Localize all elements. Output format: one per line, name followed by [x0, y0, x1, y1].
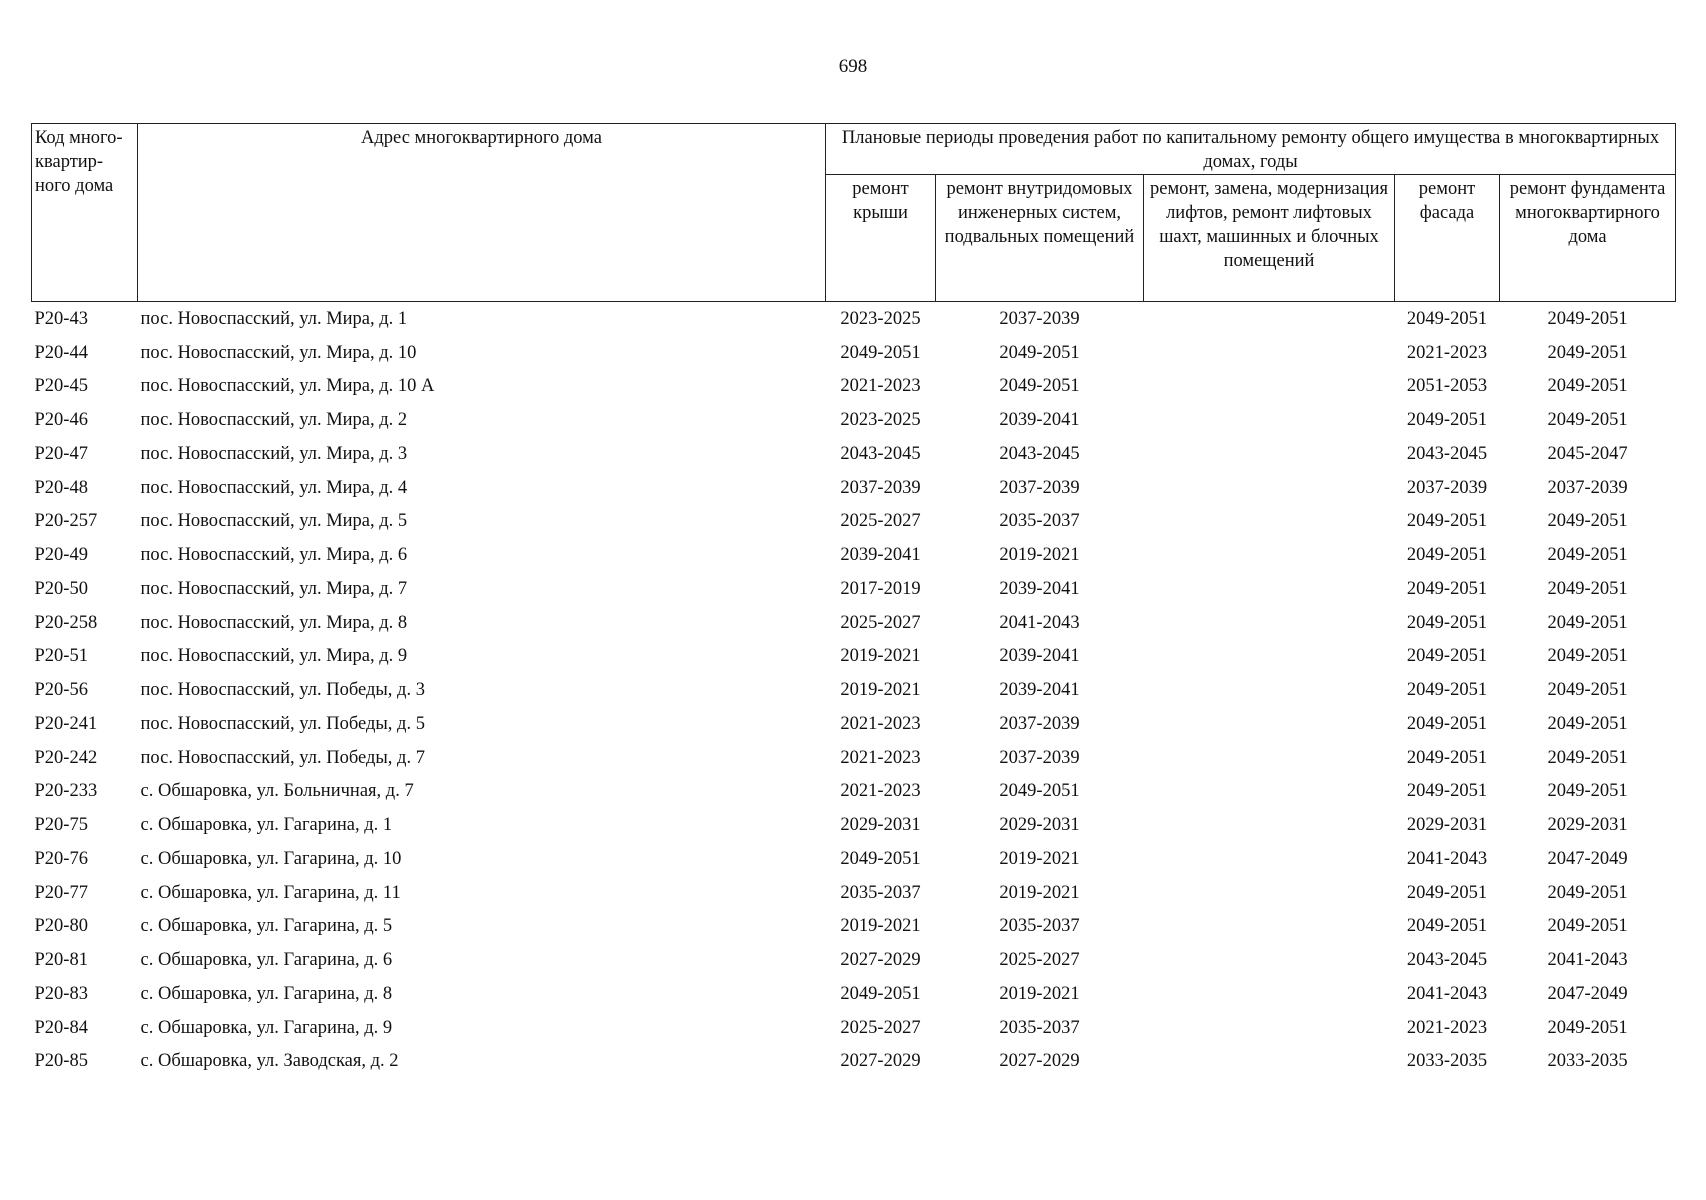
roof-period-cell: 2043-2045: [840, 443, 921, 464]
house-code-cell: Р20-81: [34, 950, 88, 971]
facade-period-cell: 2049-2051: [1406, 410, 1488, 431]
foundation-period-cell: 2045-2047: [1547, 443, 1628, 464]
table-row: [32, 910, 1676, 944]
facade-period-cell: 2041-2043: [1406, 983, 1488, 1004]
roof-period-cell: 2021-2023: [840, 747, 921, 768]
roof-period-cell: 2019-2021: [840, 680, 921, 701]
house-code-cell: Р20-77: [34, 882, 88, 903]
elevators-period-cell: [1144, 471, 1395, 505]
house-code-cell: Р20-51: [34, 646, 88, 667]
systems-period-cell: 2037-2039: [999, 308, 1080, 329]
address-cell: с. Обшаровка, ул. Гагарина, д. 8: [140, 983, 393, 1004]
facade-period-cell: 2049-2051: [1406, 882, 1488, 903]
address-cell: пос. Новоспасский, ул. Мира, д. 8: [140, 612, 408, 633]
address-cell: пос. Новоспасский, ул. Мира, д. 3: [140, 443, 408, 464]
systems-period-cell: 2035-2037: [999, 511, 1080, 532]
house-code-cell: Р20-46: [34, 410, 88, 431]
house-code-cell: Р20-242: [34, 747, 98, 768]
roof-period-cell: 2025-2027: [840, 511, 921, 532]
house-code-cell: Р20-47: [34, 443, 88, 464]
foundation-period-cell: 2049-2051: [1547, 916, 1628, 937]
facade-period-cell: 2049-2051: [1406, 578, 1488, 599]
facade-period-cell: 2049-2051: [1406, 545, 1488, 566]
facade-period-cell: 2037-2039: [1406, 477, 1488, 498]
systems-period-cell: 2039-2041: [999, 646, 1080, 667]
address-cell: с. Обшаровка, ул. Больничная, д. 7: [140, 781, 414, 802]
systems-period-cell: 2019-2021: [999, 545, 1080, 566]
elevators-period-cell: [1144, 775, 1395, 809]
address-cell: с. Обшаровка, ул. Гагарина, д. 9: [140, 1017, 393, 1038]
header-foundation: ремонт фундамента многоквартирного дома: [1500, 175, 1676, 302]
foundation-period-cell: 2037-2039: [1547, 477, 1628, 498]
facade-period-cell: 2049-2051: [1406, 916, 1488, 937]
address-cell: пос. Новоспасский, ул. Мира, д. 1: [140, 308, 408, 329]
address-cell: пос. Новоспасский, ул. Мира, д. 4: [140, 477, 408, 498]
house-code-cell: Р20-85: [34, 1051, 88, 1072]
elevators-period-cell: [1144, 808, 1395, 842]
house-code-cell: Р20-233: [34, 781, 98, 802]
house-code-cell: Р20-83: [34, 983, 88, 1004]
address-cell: пос. Новоспасский, ул. Мира, д. 6: [140, 545, 408, 566]
foundation-period-cell: 2029-2031: [1547, 815, 1628, 836]
table-row: [32, 640, 1676, 674]
foundation-period-cell: 2049-2051: [1547, 511, 1628, 532]
elevators-period-cell: [1144, 1045, 1395, 1079]
address-cell: пос. Новоспасский, ул. Мира, д. 10 А: [140, 376, 435, 397]
foundation-period-cell: 2049-2051: [1547, 612, 1628, 633]
house-code-cell: Р20-258: [34, 612, 98, 633]
house-code-cell: Р20-50: [34, 578, 88, 599]
elevators-period-cell: [1144, 842, 1395, 876]
systems-period-cell: 2049-2051: [999, 781, 1080, 802]
house-code-cell: Р20-45: [34, 376, 88, 397]
address-cell: пос. Новоспасский, ул. Мира, д. 10: [140, 342, 417, 363]
address-cell: с. Обшаровка, ул. Гагарина, д. 6: [140, 950, 393, 971]
systems-period-cell: 2027-2029: [999, 1051, 1080, 1072]
table-row: [32, 471, 1676, 505]
page-number: 698: [838, 56, 868, 77]
foundation-period-cell: 2033-2035: [1547, 1051, 1628, 1072]
elevators-period-cell: [1144, 336, 1395, 370]
header-roof: ремонт крыши: [826, 175, 936, 302]
header-address: Адрес многоквартирного дома: [138, 124, 826, 302]
table-row: [32, 741, 1676, 775]
systems-period-cell: 2049-2051: [999, 342, 1080, 363]
foundation-period-cell: 2049-2051: [1547, 376, 1628, 397]
table-row: [32, 1045, 1676, 1079]
address-cell: с. Обшаровка, ул. Гагарина, д. 10: [140, 848, 402, 869]
roof-period-cell: 2027-2029: [840, 950, 921, 971]
table-row: [32, 876, 1676, 910]
house-code-cell: Р20-49: [34, 545, 88, 566]
foundation-period-cell: 2047-2049: [1547, 848, 1628, 869]
roof-period-cell: 2037-2039: [840, 477, 921, 498]
foundation-period-cell: 2049-2051: [1547, 680, 1628, 701]
facade-period-cell: 2041-2043: [1406, 848, 1488, 869]
systems-period-cell: 2041-2043: [999, 612, 1080, 633]
roof-period-cell: 2029-2031: [840, 815, 921, 836]
address-cell: с. Обшаровка, ул. Гагарина, д. 1: [140, 815, 393, 836]
systems-period-cell: 2039-2041: [999, 410, 1080, 431]
foundation-period-cell: 2049-2051: [1547, 578, 1628, 599]
elevators-period-cell: [1144, 707, 1395, 741]
table-row: [32, 707, 1676, 741]
systems-period-cell: 2019-2021: [999, 983, 1080, 1004]
elevators-period-cell: [1144, 437, 1395, 471]
address-cell: пос. Новоспасский, ул. Мира, д. 2: [140, 410, 408, 431]
facade-period-cell: 2021-2023: [1406, 342, 1488, 363]
foundation-period-cell: 2049-2051: [1547, 882, 1628, 903]
table-row: [32, 842, 1676, 876]
elevators-period-cell: [1144, 741, 1395, 775]
table-row: [32, 808, 1676, 842]
elevators-period-cell: [1144, 572, 1395, 606]
table-row: [32, 775, 1676, 809]
roof-period-cell: 2021-2023: [840, 376, 921, 397]
foundation-period-cell: 2049-2051: [1547, 308, 1628, 329]
table-row: [32, 505, 1676, 539]
address-cell: с. Обшаровка, ул. Гагарина, д. 5: [140, 916, 393, 937]
systems-period-cell: 2037-2039: [999, 477, 1080, 498]
elevators-period-cell: [1144, 1011, 1395, 1045]
house-code-cell: Р20-257: [34, 511, 98, 532]
systems-period-cell: 2019-2021: [999, 882, 1080, 903]
elevators-period-cell: [1144, 538, 1395, 572]
roof-period-cell: 2017-2019: [840, 578, 921, 599]
table-row: [32, 437, 1676, 471]
elevators-period-cell: [1144, 640, 1395, 674]
house-code-cell: Р20-75: [34, 815, 88, 836]
address-cell: пос. Новоспасский, ул. Победы, д. 5: [140, 713, 425, 734]
facade-period-cell: 2051-2053: [1406, 376, 1488, 397]
roof-period-cell: 2025-2027: [840, 612, 921, 633]
elevators-period-cell: [1144, 943, 1395, 977]
address-cell: пос. Новоспасский, ул. Мира, д. 7: [140, 578, 408, 599]
elevators-period-cell: [1144, 505, 1395, 539]
address-cell: с. Обшаровка, ул. Заводская, д. 2: [140, 1051, 399, 1072]
foundation-period-cell: 2049-2051: [1547, 747, 1628, 768]
facade-period-cell: 2049-2051: [1406, 308, 1488, 329]
elevators-period-cell: [1144, 370, 1395, 404]
table-row: [32, 977, 1676, 1011]
systems-period-cell: 2037-2039: [999, 747, 1080, 768]
address-cell: с. Обшаровка, ул. Гагарина, д. 11: [140, 882, 401, 903]
facade-period-cell: 2049-2051: [1406, 680, 1488, 701]
facade-period-cell: 2043-2045: [1406, 443, 1488, 464]
systems-period-cell: 2043-2045: [999, 443, 1080, 464]
table-header: [32, 124, 1676, 302]
facade-period-cell: 2049-2051: [1406, 747, 1488, 768]
systems-period-cell: 2039-2041: [999, 578, 1080, 599]
roof-period-cell: 2021-2023: [840, 713, 921, 734]
elevators-period-cell: [1144, 977, 1395, 1011]
systems-period-cell: 2035-2037: [999, 1017, 1080, 1038]
header-elevators: ремонт, замена, модернизация лифтов, ремонт лифтовых шахт, машинных и блочных помещений: [1144, 175, 1395, 302]
foundation-period-cell: 2041-2043: [1547, 950, 1628, 971]
table-row: [32, 1011, 1676, 1045]
house-code-cell: Р20-56: [34, 680, 88, 701]
systems-period-cell: 2019-2021: [999, 848, 1080, 869]
roof-period-cell: 2019-2021: [840, 646, 921, 667]
table-row: [32, 538, 1676, 572]
facade-period-cell: 2033-2035: [1406, 1051, 1488, 1072]
elevators-period-cell: [1144, 876, 1395, 910]
table-row: [32, 336, 1676, 370]
table-row: [32, 572, 1676, 606]
house-code-cell: Р20-43: [34, 308, 88, 329]
facade-period-cell: 2049-2051: [1406, 646, 1488, 667]
roof-period-cell: 2039-2041: [840, 545, 921, 566]
table-row: [32, 302, 1676, 336]
elevators-period-cell: [1144, 302, 1395, 336]
facade-period-cell: 2049-2051: [1406, 511, 1488, 532]
roof-period-cell: 2019-2021: [840, 916, 921, 937]
foundation-period-cell: 2049-2051: [1547, 342, 1628, 363]
header-code: Код много-квартир-ного дома: [32, 124, 138, 302]
facade-period-cell: 2043-2045: [1406, 950, 1488, 971]
roof-period-cell: 2049-2051: [840, 342, 921, 363]
systems-period-cell: 2029-2031: [999, 815, 1080, 836]
foundation-period-cell: 2049-2051: [1547, 1017, 1628, 1038]
systems-period-cell: 2039-2041: [999, 680, 1080, 701]
house-code-cell: Р20-48: [34, 477, 88, 498]
table-row: [32, 943, 1676, 977]
systems-period-cell: 2049-2051: [999, 376, 1080, 397]
elevators-period-cell: [1144, 673, 1395, 707]
header-systems: ремонт внутридомовых инженерных систем, подвальных помещений: [936, 175, 1144, 302]
roof-period-cell: 2035-2037: [840, 882, 921, 903]
roof-period-cell: 2023-2025: [840, 308, 921, 329]
elevators-period-cell: [1144, 910, 1395, 944]
roof-period-cell: 2049-2051: [840, 848, 921, 869]
house-code-cell: Р20-76: [34, 848, 88, 869]
address-cell: пос. Новоспасский, ул. Победы, д. 3: [140, 680, 425, 701]
roof-period-cell: 2025-2027: [840, 1017, 921, 1038]
table-body: [32, 302, 1676, 1079]
roof-period-cell: 2021-2023: [840, 781, 921, 802]
foundation-period-cell: 2049-2051: [1547, 410, 1628, 431]
facade-period-cell: 2049-2051: [1406, 612, 1488, 633]
address-cell: пос. Новоспасский, ул. Мира, д. 9: [140, 646, 408, 667]
systems-period-cell: 2035-2037: [999, 916, 1080, 937]
elevators-period-cell: [1144, 403, 1395, 437]
foundation-period-cell: 2049-2051: [1547, 545, 1628, 566]
table-row: [32, 606, 1676, 640]
systems-period-cell: 2025-2027: [999, 950, 1080, 971]
roof-period-cell: 2049-2051: [840, 983, 921, 1004]
house-code-cell: Р20-80: [34, 916, 88, 937]
systems-period-cell: 2037-2039: [999, 713, 1080, 734]
address-cell: пос. Новоспасский, ул. Победы, д. 7: [140, 747, 425, 768]
elevators-period-cell: [1144, 606, 1395, 640]
roof-period-cell: 2023-2025: [840, 410, 921, 431]
facade-period-cell: 2029-2031: [1406, 815, 1488, 836]
roof-period-cell: 2027-2029: [840, 1051, 921, 1072]
table-row: [32, 403, 1676, 437]
foundation-period-cell: 2047-2049: [1547, 983, 1628, 1004]
foundation-period-cell: 2049-2051: [1547, 646, 1628, 667]
capital-repair-table: [31, 123, 1676, 1078]
table-row: [32, 673, 1676, 707]
house-code-cell: Р20-44: [34, 342, 88, 363]
facade-period-cell: 2021-2023: [1406, 1017, 1488, 1038]
header-facade: ремонт фасада: [1395, 175, 1500, 302]
foundation-period-cell: 2049-2051: [1547, 713, 1628, 734]
header-planned-periods: Плановые периоды проведения работ по капитальному ремонту общего имущества в многоквартирных домах, годы: [826, 124, 1676, 175]
address-cell: пос. Новоспасский, ул. Мира, д. 5: [140, 511, 408, 532]
house-code-cell: Р20-241: [34, 713, 98, 734]
house-code-cell: Р20-84: [34, 1017, 88, 1038]
facade-period-cell: 2049-2051: [1406, 713, 1488, 734]
table-row: [32, 370, 1676, 404]
foundation-period-cell: 2049-2051: [1547, 781, 1628, 802]
facade-period-cell: 2049-2051: [1406, 781, 1488, 802]
